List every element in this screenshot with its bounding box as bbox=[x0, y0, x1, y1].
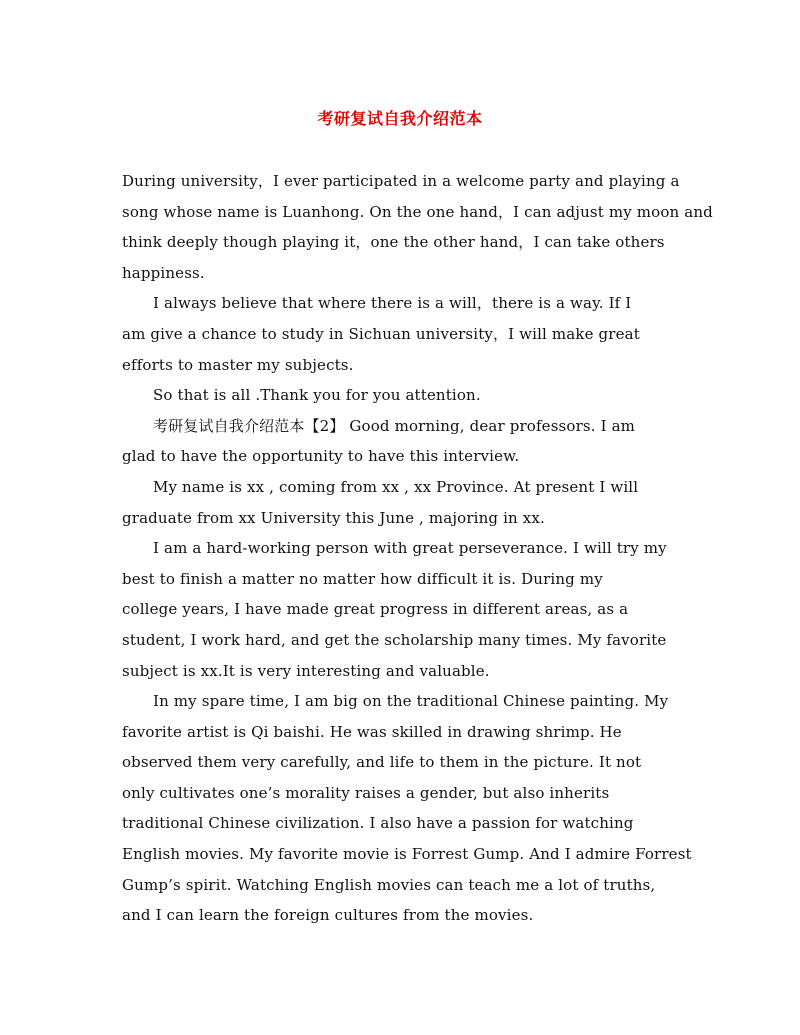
text-line: college years, I have made great progress in different areas, as a bbox=[122, 600, 629, 619]
text-line: am give a chance to study in Sichuan university，I will make great bbox=[122, 324, 640, 343]
text-line: traditional Chinese civilization. I also have a passion for watching bbox=[122, 814, 634, 833]
text-line: In my spare time, I am big on the traditional Chinese painting. My bbox=[153, 692, 669, 711]
text-line: Gump’s spirit. Watching English movies can teach me a lot of truths, bbox=[122, 875, 656, 894]
text-line: song whose name is Luanhong. On the one hand，I can adjust my moon and bbox=[122, 202, 713, 221]
text-line: favorite artist is Qi baishi. He was skilled in drawing shrimp. He bbox=[122, 722, 622, 741]
text-line: subject is xx.It is very interesting and valuable. bbox=[122, 661, 490, 680]
text-line: I always believe that where there is a will，there is a way. If I bbox=[153, 294, 632, 313]
text-line: efforts to master my subjects. bbox=[122, 355, 354, 374]
text-line: observed them very carefully, and life to them in the picture. It not bbox=[122, 753, 642, 772]
text-line: and I can learn the foreign cultures from the movies. bbox=[122, 906, 534, 925]
text-line: only cultivates one’s morality raises a gender, but also inherits bbox=[122, 783, 610, 802]
text-line: happiness. bbox=[122, 263, 205, 282]
text-line: best to finish a matter no matter how difficult it is. During my bbox=[122, 569, 603, 588]
document-body bbox=[122, 166, 713, 931]
section-heading-line: 考研复试自我介绍范本【2】 Good morning, dear professors. I am bbox=[153, 416, 636, 435]
text-line: My name is xx , coming from xx , xx Province. At present I will bbox=[153, 477, 639, 496]
text-line: I am a hard-working person with great perseverance. I will try my bbox=[153, 539, 667, 558]
text-line: English movies. My favorite movie is Forrest Gump. And I admire Forrest bbox=[122, 845, 692, 864]
text-line: student, I work hard, and get the scholarship many times. My favorite bbox=[122, 630, 667, 649]
document-title: 考研复试自我介绍范本 bbox=[317, 109, 483, 128]
text-line: glad to have the opportunity to have this interview. bbox=[122, 447, 520, 466]
text-line: think deeply though playing it，one the other hand，I can take others bbox=[122, 233, 665, 252]
text-line: So that is all .Thank you for you attention. bbox=[153, 386, 481, 405]
text-line: During university，I ever participated in a welcome party and playing a bbox=[122, 172, 680, 190]
text-line: graduate from xx University this June , majoring in xx. bbox=[122, 508, 545, 527]
